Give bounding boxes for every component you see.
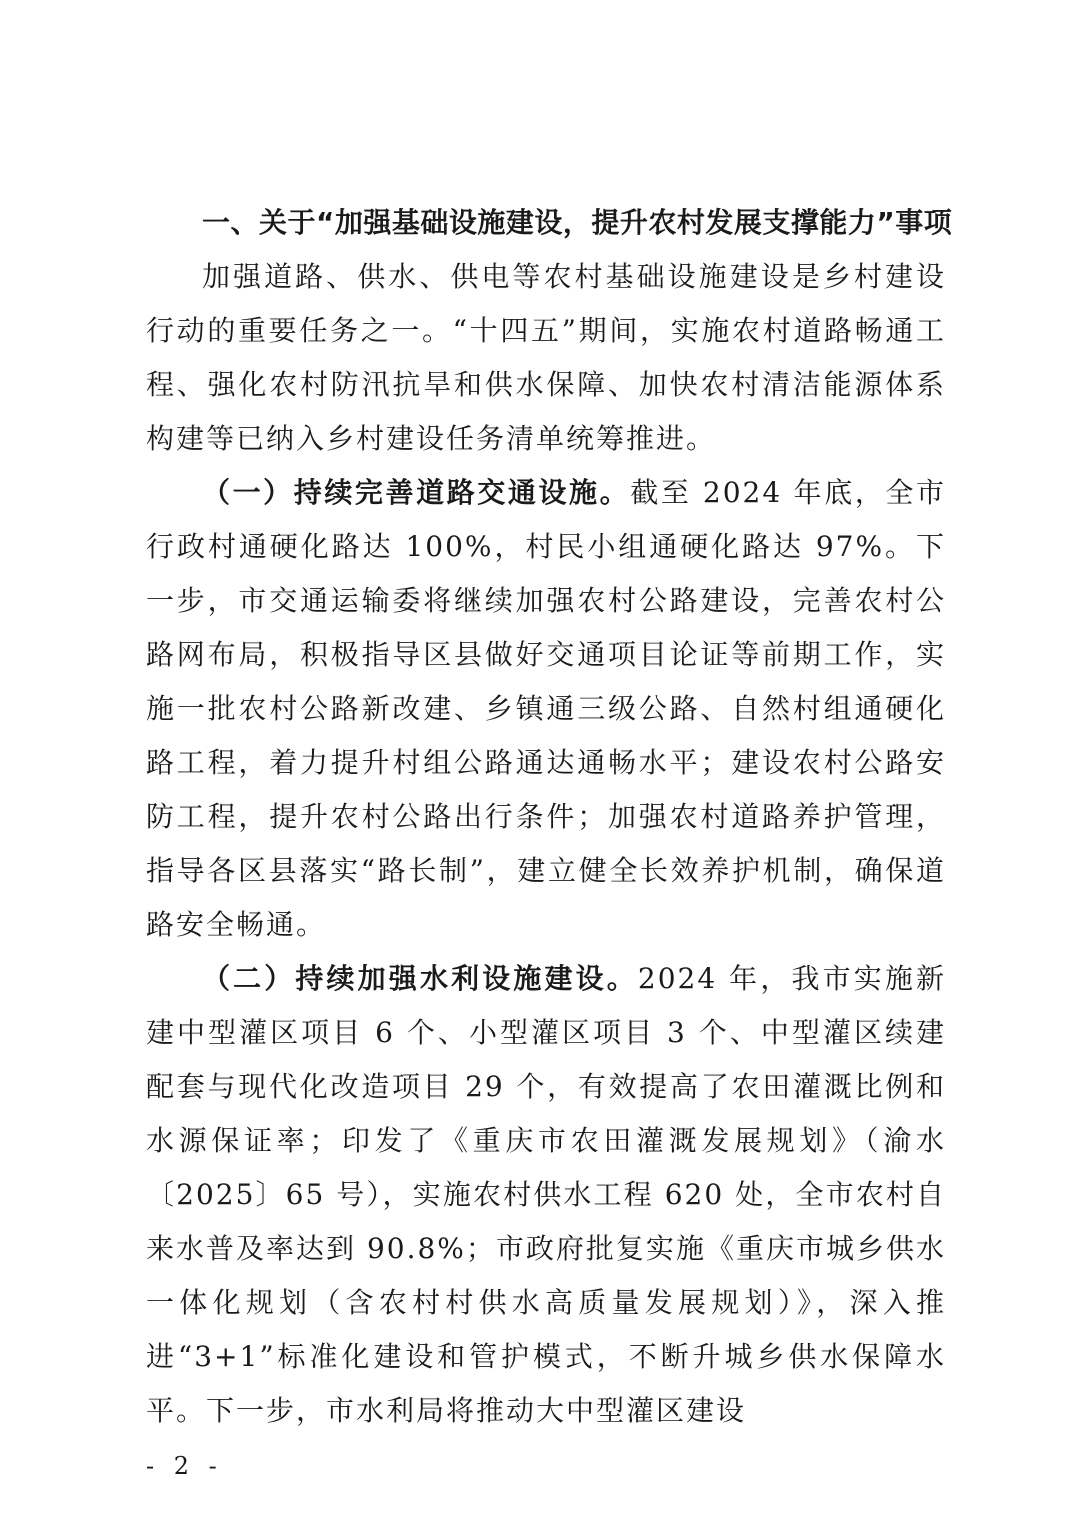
subsection-title-water: （二）持续加强水利设施建设。 [202, 962, 638, 995]
intro-paragraph: 加强道路、供水、供电等农村基础设施建设是乡村建设行动的重要任务之一。“十四五”期间，实施农村道路畅通工程、强化农村防汛抗旱和供水保障、加快农村清洁能源体系构建等已纳入乡村建设任务清单统筹推进。 [146, 260, 946, 455]
subsection-body-road: 截至 2024 年底，全市行政村通硬化路达 100%，村民小组通硬化路达 97%。下一步，市交通运输委将继续加强农村公路建设，完善农村公路网布局，积极指导区县做好交通项目论证等前期工作，实施一批农村公路新改建、乡镇通三级公路、自然村组通硬化路工程，着力提升村组公路通达通畅水平；建设农村公路安防工程，提升农村公路出行条件；加强农村道路养护管理，指导各区县落实“路长制”，建立健全长效养护机制，确保道路安全畅通。 [146, 476, 946, 941]
paragraph-water-conservancy [146, 952, 946, 1438]
paragraph-road-transport [146, 466, 946, 952]
document-body [146, 196, 953, 1438]
subsection-body-water: 2024 年，我市实施新建中型灌区项目 6 个、小型灌区项目 3 个、中型灌区续建配套与现代化改造项目 29 个，有效提高了农田灌溉比例和水源保证率；印发了《重庆市农田灌溉发展规划》（渝水〔2025〕65 号），实施农村供水工程 620 处，全市农村自来水普及率达到 90.8%；市政府批复实施《重庆市城乡供水一体化规划（含农村村供水高质量发展规划）》，深入推进“3+1”标准化建设和管护模式，不断升城乡供水保障水平。下一步，市水利局将推动大中型灌区建设 [146, 962, 946, 1427]
subsection-title-road: （一）持续完善道路交通设施。 [202, 476, 631, 509]
section-heading: 一、关于“加强基础设施建设，提升农村发展支撑能力”事项 [202, 206, 953, 239]
page-number: - 2 - [146, 1452, 223, 1480]
